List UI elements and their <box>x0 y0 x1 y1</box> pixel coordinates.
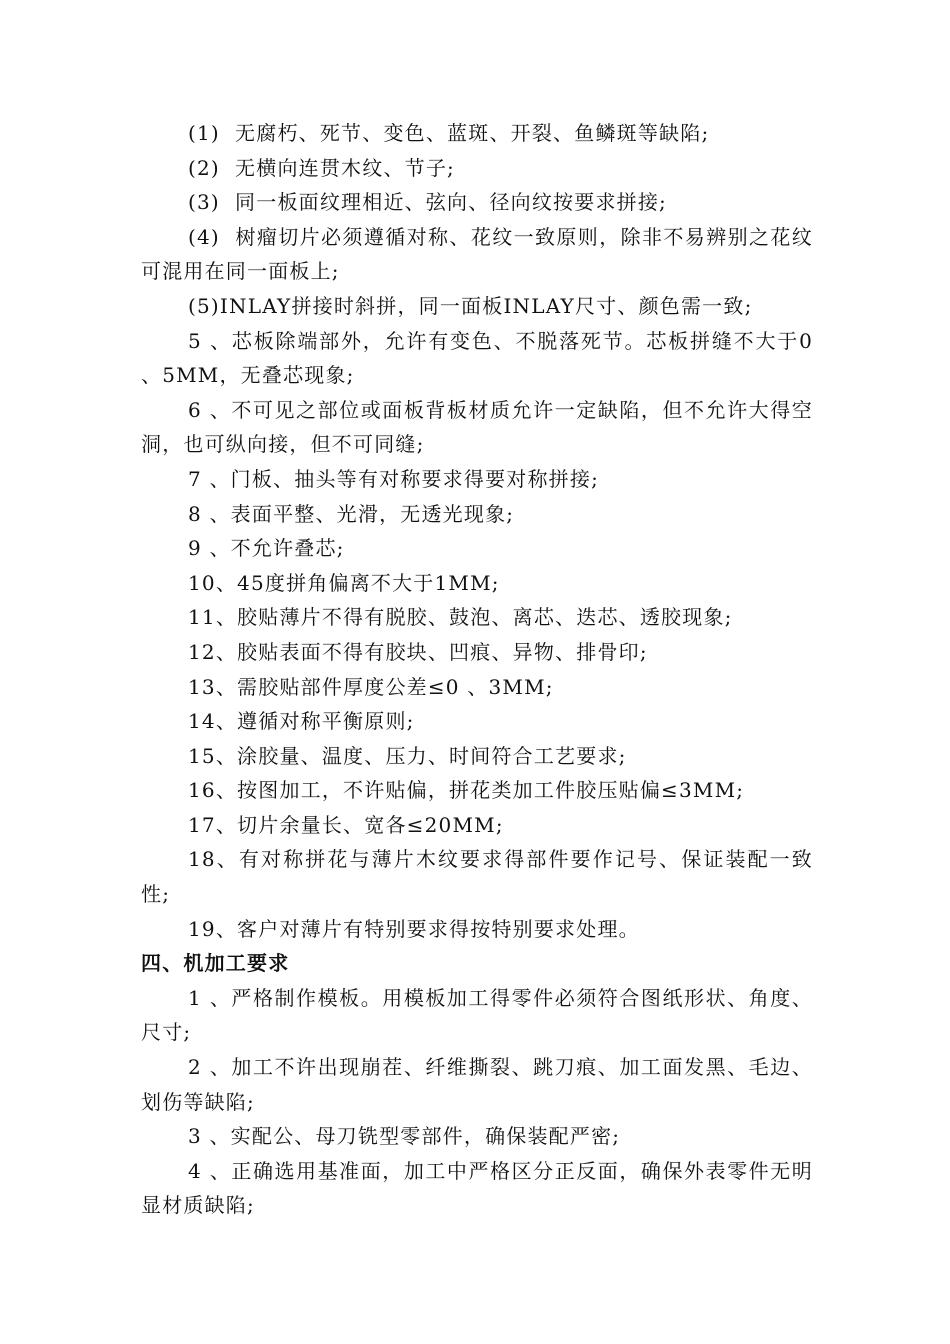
paragraph-19: 18、有对称拼花与薄片木纹要求得部件要作记号、保证装配一致性; <box>141 847 813 907</box>
paragraph-3: (3) 同一板面纹理相近、弦向、径向纹按要求拼接; <box>188 190 667 215</box>
paragraph-10: 9 、不允许叠芯; <box>188 536 345 561</box>
section-paragraph-4: 4 、正确选用基准面，加工中严格区分正反面，确保外表零件无明显材质缺陷; <box>141 1158 813 1218</box>
paragraph-8: 7 、门板、抽头等有对称要求得要对称拼接; <box>188 466 600 491</box>
paragraph-14: 13、需胶贴部件厚度公差≤0 、3MM; <box>188 674 554 699</box>
paragraph-1: (1) 无腐朽、死节、变色、蓝斑、开裂、鱼鳞斑等缺陷; <box>188 121 710 145</box>
paragraph-15: 14、遵循对称平衡原则; <box>188 709 415 734</box>
paragraph-2: (2) 无横向连贯木纹、节子; <box>188 155 455 180</box>
paragraph-20: 19、客户对薄片有特别要求得按特别要求处理。 <box>188 916 640 941</box>
section-paragraph-3: 3 、实配公、母刀铣型零部件，确保装配严密; <box>188 1124 621 1149</box>
document-body <box>141 116 813 1223</box>
section-paragraph-1: 1 、严格制作模板。用模板加工得零件必须符合图纸形状、角度、尺寸; <box>141 985 813 1045</box>
section-paragraph-2: 2 、加工不许出现崩茬、纤维撕裂、跳刀痕、加工面发黑、毛边、划伤等缺陷; <box>141 1055 813 1114</box>
paragraph-4: (4) 树瘤切片必须遵循对称、花纹一致原则，除非不易辨别之花纹可混用在同一面板上; <box>141 224 813 284</box>
paragraph-11: 10、45度拼角偏离不大于1MM; <box>188 570 500 595</box>
paragraph-9: 8 、表面平整、光滑，无透光现象; <box>188 501 515 526</box>
paragraph-5: (5)INLAY拼接时斜拼，同一面板INLAY尺寸、颜色需一致; <box>188 293 753 318</box>
paragraph-18: 17、切片余量长、宽各≤20MM; <box>188 812 504 837</box>
paragraph-17: 16、按图加工，不许贴偏，拼花类加工件胶压贴偏≤3MM; <box>188 778 745 803</box>
paragraph-6: 5 、芯板除端部外，允许有变色、不脱落死节。芯板拼缝不大于0 、5MM，无叠芯现象; <box>141 328 813 388</box>
paragraph-16: 15、涂胶量、温度、压力、时间符合工艺要求; <box>188 743 627 768</box>
section-heading: 四、机加工要求 <box>141 951 290 976</box>
paragraph-12: 11、胶贴薄片不得有脱胶、鼓泡、离芯、迭芯、透胶现象; <box>188 605 733 630</box>
paragraph-7: 6 、不可见之部位或面板背板材质允许一定缺陷，但不允许大得空洞，也可纵向接，但不可同缝; <box>141 397 813 457</box>
paragraph-13: 12、胶贴表面不得有胶块、凹痕、异物、排骨印; <box>188 639 648 664</box>
